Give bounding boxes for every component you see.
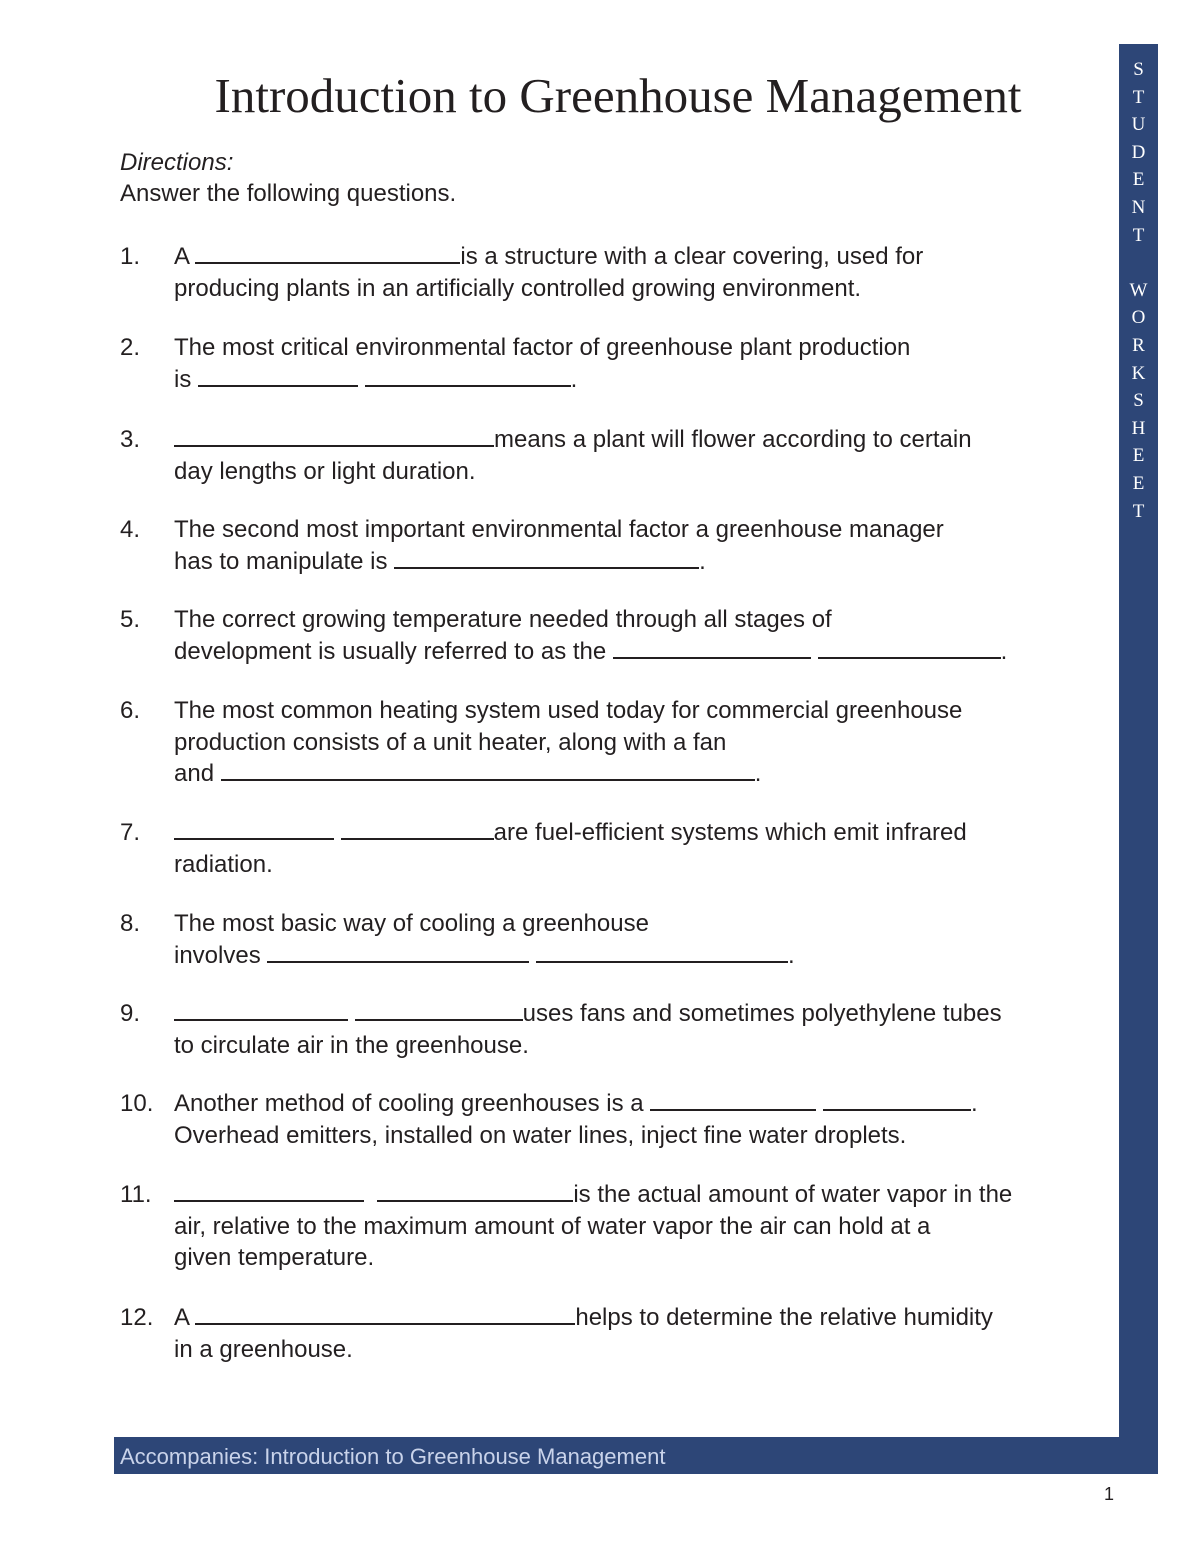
question-text-segment: development is usually referred to as the [174,637,613,665]
question-text-segment: Another method of cooling greenhouses is a [174,1090,651,1117]
question-number: 11. [120,1181,152,1208]
sidebar-letter: S [1133,390,1144,412]
question-line [120,695,1110,727]
sidebar-letter: O [1131,307,1146,329]
question-text-segment: has to manipulate is [174,547,395,575]
question-line [120,1334,1110,1366]
question-line [120,424,1110,456]
question-line [120,514,1110,546]
answer-blank[interactable] [198,365,358,387]
question-text [174,514,944,546]
sidebar-label [1119,56,1158,525]
sidebar-letter: U [1131,114,1146,136]
question-9 [120,998,1110,1061]
question-text [174,1242,374,1274]
question-text-segment: producing plants in an artificially controlled growing environment. [174,274,862,302]
question-text-segment: The second most important environmental factor a greenhouse manager [174,516,944,543]
question-number: 9. [120,1000,141,1027]
answer-blank[interactable] [536,941,788,963]
answer-blank[interactable] [195,242,460,264]
question-text [174,998,1002,1030]
question-text [174,849,273,881]
question-2 [120,332,1110,395]
question-text [174,364,577,396]
question-text [174,604,832,636]
question-line [120,604,1110,636]
question-text-segment [816,1090,823,1117]
question-text [174,1088,978,1120]
question-line [120,1030,1110,1062]
question-text [174,908,649,940]
question-text-segment: radiation. [174,850,273,878]
question-text-segment: . [1000,637,1008,665]
question-10 [120,1088,1110,1151]
question-line [120,817,1110,849]
question-3 [120,424,1110,487]
answer-blank[interactable] [221,759,755,781]
question-line [120,998,1110,1030]
question-text [174,424,972,456]
question-5 [120,604,1110,667]
question-line [120,727,1110,759]
question-text [174,241,923,273]
answer-blank[interactable] [195,1303,575,1325]
question-text-segment: is a structure with a clear covering, used for [460,243,924,270]
directions-text: Answer the following questions. [120,180,457,207]
answer-blank[interactable] [394,547,699,569]
footer-bar [114,1437,1158,1474]
question-text [174,332,910,364]
question-number: 4. [120,516,141,543]
page-title: Introduction to Greenhouse Management [214,68,1022,123]
question-8 [120,908,1110,971]
answer-blank[interactable] [823,1089,971,1111]
question-text-segment [364,1181,377,1208]
page-number: 1 [1104,1484,1115,1504]
question-11 [120,1179,1110,1274]
question-number: 1. [120,243,141,270]
question-line [120,1302,1110,1334]
sidebar-letter: T [1132,224,1145,246]
question-line [120,1088,1110,1120]
question-text-segment: . [754,760,762,787]
question-line [120,636,1110,668]
question-text-segment: A [174,243,196,270]
answer-blank[interactable] [267,941,529,963]
question-text-segment [334,819,341,846]
question-line [120,332,1110,364]
question-text-segment: given temperature. [174,1244,375,1271]
question-12 [120,1302,1110,1365]
question-text-segment: and [174,760,221,787]
answer-blank[interactable] [650,1089,816,1111]
answer-blank[interactable] [174,818,334,840]
answer-blank[interactable] [355,999,523,1021]
question-text [174,1334,353,1366]
question-text-segment: means a plant will flower according to certain [494,426,972,453]
question-text-segment: A [174,1304,196,1331]
sidebar-letter: E [1132,169,1145,191]
answer-blank[interactable] [341,818,494,840]
sidebar-letter: T [1132,500,1145,522]
question-text-segment: . [570,365,578,393]
question-text-segment: The most critical environmental factor of greenhouse plant production [174,334,911,361]
question-text [174,817,967,849]
answer-blank[interactable] [377,1180,573,1202]
sidebar-letter: H [1131,417,1146,439]
question-number: 6. [120,697,141,724]
question-text [174,1302,993,1334]
sidebar-letter: N [1131,196,1146,218]
sidebar-letter: R [1132,334,1145,356]
question-text [174,546,706,578]
question-text-segment: to circulate air in the greenhouse. [174,1031,529,1059]
question-number: 8. [120,910,141,937]
question-text [174,1120,906,1152]
question-text-segment [348,1000,355,1027]
question-text-segment: in a greenhouse. [174,1335,353,1363]
sidebar-letter: S [1133,59,1144,80]
question-text-segment: The most basic way of cooling a greenhouse [174,910,649,937]
question-line [120,241,1110,273]
question-text-segment: Overhead emitters, installed on water lines, inject fine water droplets. [174,1121,907,1149]
question-4 [120,514,1110,577]
answer-blank[interactable] [174,1180,364,1202]
question-line [120,546,1110,578]
student-worksheet-sidebar [1119,44,1158,1474]
question-text-segment: helps to determine the relative humidity [575,1304,993,1331]
question-text [174,758,761,790]
answer-blank[interactable] [613,637,811,659]
answer-blank[interactable] [365,365,571,387]
question-text-segment: is [174,365,198,393]
question-7 [120,817,1110,880]
question-text-segment [358,366,365,393]
question-line [120,849,1110,881]
question-number: 7. [120,819,141,846]
question-6 [120,695,1110,790]
question-line [120,364,1110,396]
question-text [174,1211,930,1243]
question-number: 2. [120,334,141,361]
question-text-segment: . [699,547,706,575]
answer-blank[interactable] [174,425,494,447]
question-text-segment [811,638,818,665]
sidebar-letter: K [1131,362,1146,384]
question-line [120,940,1110,972]
question-text-segment: . [788,941,795,969]
question-text-segment: uses fans and sometimes polyethylene tubes [522,1000,1002,1027]
sidebar-letter: D [1131,141,1146,163]
question-number: 5. [120,606,141,633]
question-text [174,940,795,972]
question-line [120,1211,1110,1243]
answer-blank[interactable] [818,637,1001,659]
question-line [120,273,1110,305]
sidebar-letter: E [1132,472,1145,494]
footer-text: Accompanies: Introduction to Greenhouse Management [120,1444,666,1469]
question-text-segment: The correct growing temperature needed through all stages of [174,606,832,633]
sidebar-letter [1119,249,1158,277]
question-text-segment: are fuel-efficient systems which emit infrared [493,819,967,846]
question-text [174,636,1007,668]
directions-label: Directions: [120,149,234,176]
question-text [174,727,726,759]
question-text [174,456,476,488]
question-text [174,273,861,305]
question-line [120,456,1110,488]
question-text-segment: is the actual amount of water vapor in the [573,1181,1013,1208]
question-line [120,1120,1110,1152]
answer-blank[interactable] [174,999,348,1021]
question-line [120,1179,1110,1211]
sidebar-letter: T [1132,86,1145,108]
sidebar-letter: E [1132,445,1145,467]
question-text-segment [529,942,536,969]
question-text-segment: air, relative to the maximum amount of water vapor the air can hold at a [174,1212,931,1240]
question-text-segment: day lengths or light duration. [174,457,476,485]
question-text-segment: . [970,1090,978,1117]
sidebar-letter: W [1129,279,1148,301]
question-number: 12. [120,1304,154,1331]
question-text-segment: involves [174,941,268,969]
question-number: 10. [120,1090,154,1117]
question-text-segment: production consists of a unit heater, along with a fan [174,728,727,756]
question-1 [120,241,1110,304]
question-text [174,1030,529,1062]
question-text [174,695,962,727]
question-text [174,1179,1012,1211]
question-number: 3. [120,426,141,453]
question-line [120,1242,1110,1274]
question-text-segment: The most common heating system used today for commercial greenhouse [174,697,963,724]
question-line [120,908,1110,940]
question-line [120,758,1110,790]
